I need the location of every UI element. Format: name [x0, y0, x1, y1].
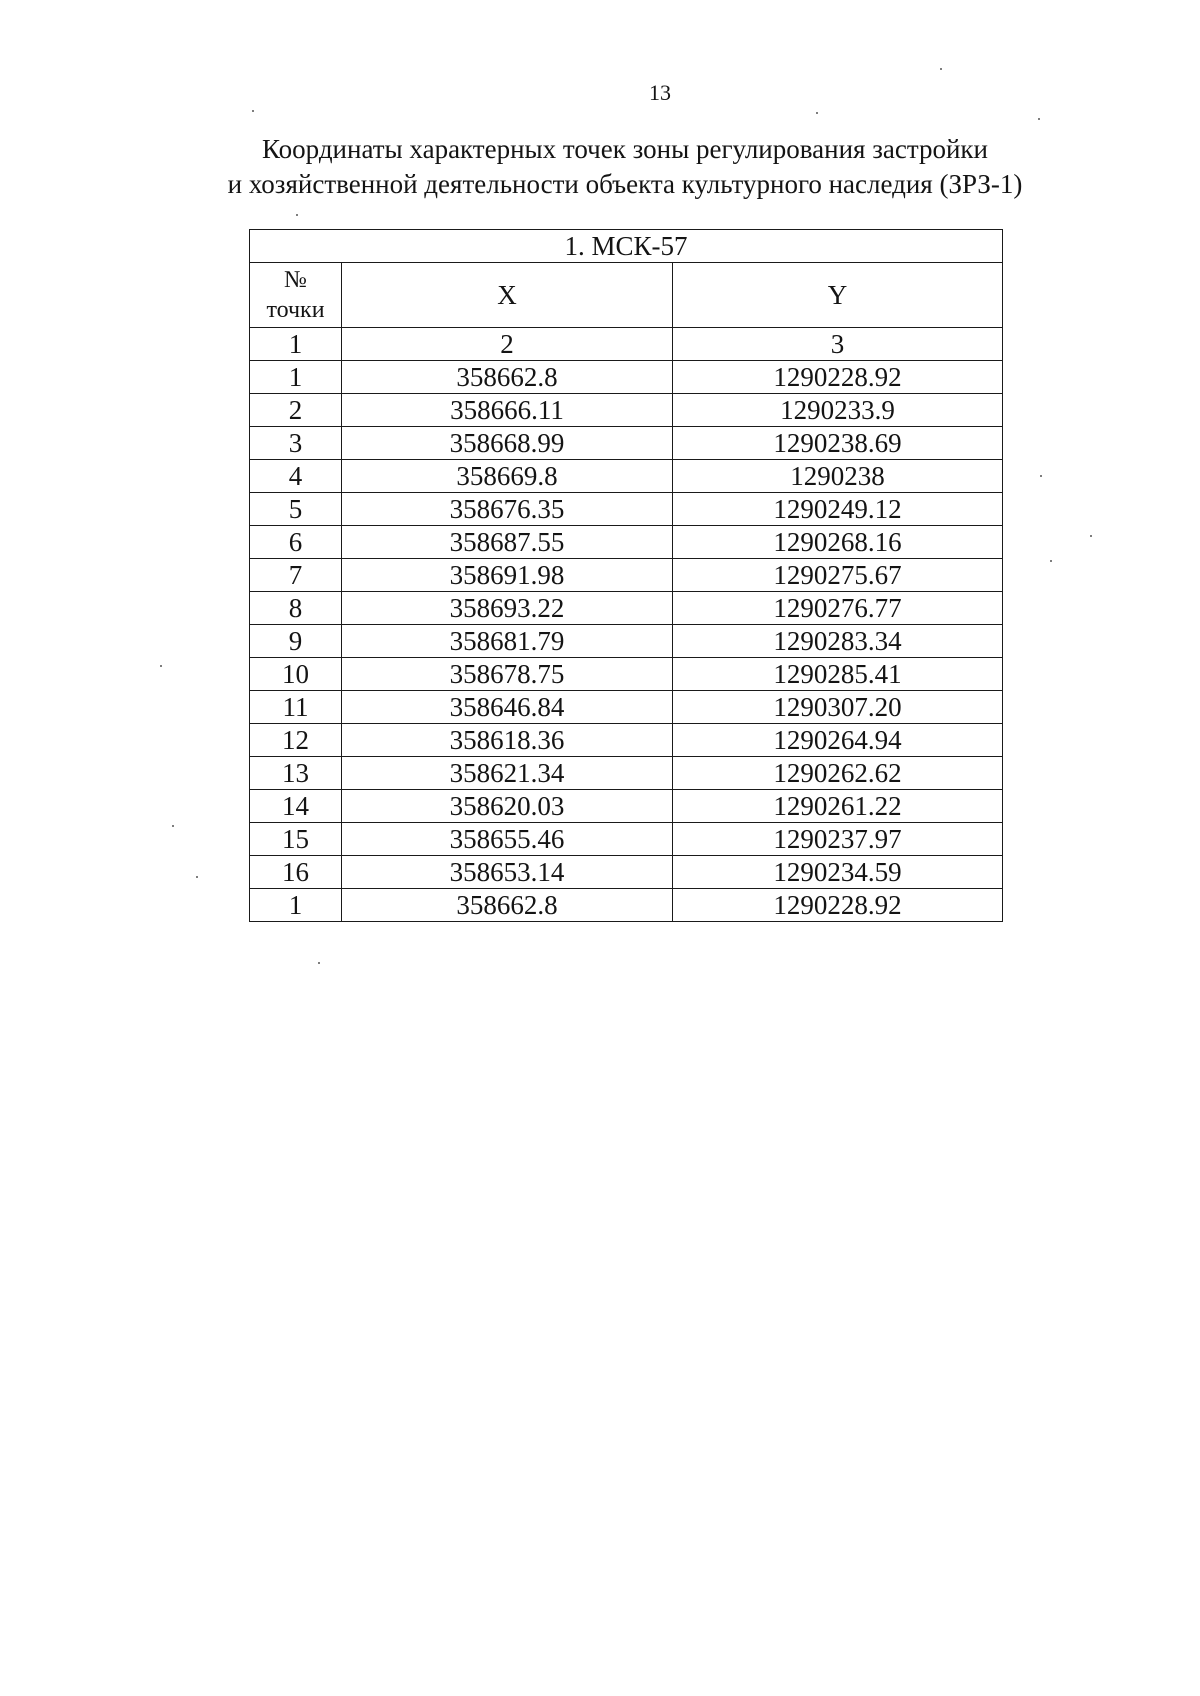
point-number-cell: 13: [250, 757, 342, 790]
y-coordinate-cell: 1290283.34: [673, 625, 1003, 658]
point-number-cell: 8: [250, 592, 342, 625]
coordinates-table: [249, 229, 1003, 922]
table-row: [250, 889, 1003, 922]
x-coordinate-cell: 358620.03: [342, 790, 673, 823]
y-coordinate-cell: 1290234.59: [673, 856, 1003, 889]
table-row: [250, 790, 1003, 823]
table-row: [250, 691, 1003, 724]
point-number-cell: 6: [250, 526, 342, 559]
scan-speck: [318, 962, 320, 964]
scan-speck: [1090, 535, 1092, 537]
x-coordinate-cell: 358666.11: [342, 394, 673, 427]
scan-speck: [296, 214, 298, 216]
y-coordinate-cell: 1290249.12: [673, 493, 1003, 526]
point-number-cell: 5: [250, 493, 342, 526]
point-number-cell: 1: [250, 889, 342, 922]
column-number-1: 1: [250, 328, 342, 361]
x-coordinate-cell: 358621.34: [342, 757, 673, 790]
document-title: [150, 132, 1100, 202]
table-row: [250, 493, 1003, 526]
table-row: [250, 757, 1003, 790]
point-number-cell: 2: [250, 394, 342, 427]
scan-speck: [252, 110, 254, 112]
point-number-header: [250, 263, 342, 328]
table-row: [250, 856, 1003, 889]
x-coordinate-cell: 358668.99: [342, 427, 673, 460]
column-number-3: 3: [673, 328, 1003, 361]
point-number-cell: 16: [250, 856, 342, 889]
table-row: [250, 361, 1003, 394]
table-row: [250, 559, 1003, 592]
y-coordinate-cell: 1290238: [673, 460, 1003, 493]
point-number-cell: 14: [250, 790, 342, 823]
x-coordinate-cell: 358662.8: [342, 361, 673, 394]
table-header-row: [250, 263, 1003, 328]
title-line-2: и хозяйственной деятельности объекта культурного наследия (ЗРЗ-1): [227, 169, 1023, 199]
column-number-2: 2: [342, 328, 673, 361]
x-coordinate-cell: 358681.79: [342, 625, 673, 658]
column-number-row: [250, 328, 1003, 361]
point-number-header-line-2: точки: [266, 297, 325, 323]
x-coordinate-cell: 358618.36: [342, 724, 673, 757]
scan-speck: [172, 825, 174, 827]
scan-speck: [1038, 118, 1040, 120]
point-number-cell: 10: [250, 658, 342, 691]
scan-speck: [1040, 475, 1042, 477]
x-coordinate-cell: 358693.22: [342, 592, 673, 625]
x-coordinate-cell: 358646.84: [342, 691, 673, 724]
x-coordinate-cell: 358676.35: [342, 493, 673, 526]
y-coordinate-cell: 1290275.67: [673, 559, 1003, 592]
x-header: X: [342, 263, 673, 328]
point-number-cell: 1: [250, 361, 342, 394]
y-header: Y: [673, 263, 1003, 328]
x-coordinate-cell: 358691.98: [342, 559, 673, 592]
table-row: [250, 724, 1003, 757]
y-coordinate-cell: 1290238.69: [673, 427, 1003, 460]
x-coordinate-cell: 358655.46: [342, 823, 673, 856]
coordinate-system-row: [250, 230, 1003, 263]
y-coordinate-cell: 1290261.22: [673, 790, 1003, 823]
table-row: [250, 592, 1003, 625]
coordinate-system-label: 1. МСК-57: [250, 230, 1003, 263]
table-row: [250, 625, 1003, 658]
x-coordinate-cell: 358662.8: [342, 889, 673, 922]
table-row: [250, 823, 1003, 856]
y-coordinate-cell: 1290262.62: [673, 757, 1003, 790]
y-coordinate-cell: 1290268.16: [673, 526, 1003, 559]
y-coordinate-cell: 1290264.94: [673, 724, 1003, 757]
x-coordinate-cell: 358669.8: [342, 460, 673, 493]
scan-speck: [160, 665, 162, 667]
point-number-header-line-1: №: [284, 267, 307, 293]
scan-speck: [816, 112, 818, 114]
y-coordinate-cell: 1290307.20: [673, 691, 1003, 724]
table-row: [250, 658, 1003, 691]
page-number: 13: [649, 80, 671, 105]
table-row: [250, 460, 1003, 493]
point-number-cell: 12: [250, 724, 342, 757]
y-coordinate-cell: 1290276.77: [673, 592, 1003, 625]
scan-speck: [940, 68, 942, 70]
point-number-cell: 11: [250, 691, 342, 724]
point-number-cell: 4: [250, 460, 342, 493]
y-coordinate-cell: 1290228.92: [673, 361, 1003, 394]
table-row: [250, 427, 1003, 460]
point-number-cell: 3: [250, 427, 342, 460]
y-coordinate-cell: 1290228.92: [673, 889, 1003, 922]
point-number-cell: 15: [250, 823, 342, 856]
table-row: [250, 526, 1003, 559]
table-row: [250, 394, 1003, 427]
point-number-cell: 9: [250, 625, 342, 658]
y-coordinate-cell: 1290237.97: [673, 823, 1003, 856]
scan-speck: [1050, 560, 1052, 562]
scan-speck: [196, 876, 198, 878]
point-number-cell: 7: [250, 559, 342, 592]
y-coordinate-cell: 1290285.41: [673, 658, 1003, 691]
title-line-1: Координаты характерных точек зоны регулирования застройки: [262, 134, 988, 164]
x-coordinate-cell: 358678.75: [342, 658, 673, 691]
x-coordinate-cell: 358653.14: [342, 856, 673, 889]
y-coordinate-cell: 1290233.9: [673, 394, 1003, 427]
x-coordinate-cell: 358687.55: [342, 526, 673, 559]
